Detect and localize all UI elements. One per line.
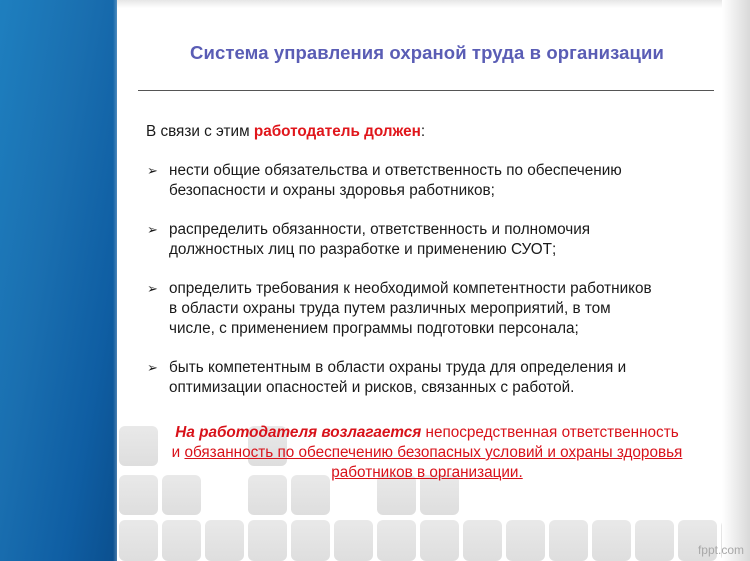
bullet-line: распределить обязанности, ответственность и полномочия: [169, 221, 591, 238]
tile: [291, 520, 330, 561]
bullet-line: определить требования к необходимой компетентности работников: [169, 280, 652, 297]
arrowhead-bullet-icon: ➢: [147, 222, 158, 237]
conclusion-line: [140, 423, 714, 443]
conclusion-underlined: обязанность по обеспечению безопасных условий и охраны здоровья: [184, 444, 683, 461]
slide-title: Система управления охраной труда в организации: [190, 42, 664, 63]
side-blue-panel: [0, 0, 117, 561]
conclusion-paragraph: [140, 423, 714, 483]
arrowhead-bullet-icon: ➢: [147, 360, 158, 375]
tile: [334, 520, 373, 561]
intro-prefix: В связи с этим: [146, 123, 254, 140]
intro-paragraph: [146, 122, 716, 142]
tile: [592, 520, 631, 561]
top-shadow: [117, 0, 750, 8]
arrowhead-bullet-icon: ➢: [147, 163, 158, 178]
tile: [506, 520, 545, 561]
tile: [463, 520, 502, 561]
bullet-item: [146, 161, 716, 201]
intro-highlight: работодатель должен: [253, 123, 421, 140]
tile: [549, 520, 588, 561]
bullet-line: числе, с применением программы подготовки персонала;: [169, 320, 579, 337]
bullet-item: [146, 220, 716, 260]
conclusion-text: и: [171, 444, 185, 461]
right-edge-shadow: [722, 0, 750, 561]
conclusion-text: непосредственная ответственность: [421, 424, 679, 441]
tile: [205, 520, 244, 561]
intro-suffix: :: [420, 123, 426, 140]
bullet-line: нести общие обязательства и ответственность по обеспечению: [169, 162, 622, 179]
conclusion-line: [140, 463, 714, 483]
bullet-line: должностных лиц по разработке и применению СУОТ;: [169, 241, 557, 258]
bullet-item: [146, 358, 716, 398]
conclusion-emphasis: На работодателя возлагается: [175, 424, 422, 441]
bullet-line: оптимизации опасностей и рисков, связанных с работой.: [169, 379, 575, 396]
bullet-line: быть компетентным в области охраны труда для определения и: [169, 359, 627, 376]
bullet-line: безопасности и охраны здоровья работников;: [169, 182, 495, 199]
tile: [119, 520, 158, 561]
slide-body: [146, 122, 716, 417]
tile: [377, 520, 416, 561]
watermark: fppt.com: [697, 543, 744, 557]
title-divider: [138, 90, 714, 91]
arrowhead-bullet-icon: ➢: [147, 281, 158, 296]
tile: [420, 520, 459, 561]
bullet-line: в области охраны труда путем различных мероприятий, в том: [169, 300, 611, 317]
conclusion-underlined: работников в организации.: [331, 464, 523, 481]
tile: [162, 520, 201, 561]
tile: [635, 520, 674, 561]
tile: [248, 520, 287, 561]
conclusion-line: [140, 443, 714, 463]
bullet-item: [146, 279, 716, 339]
